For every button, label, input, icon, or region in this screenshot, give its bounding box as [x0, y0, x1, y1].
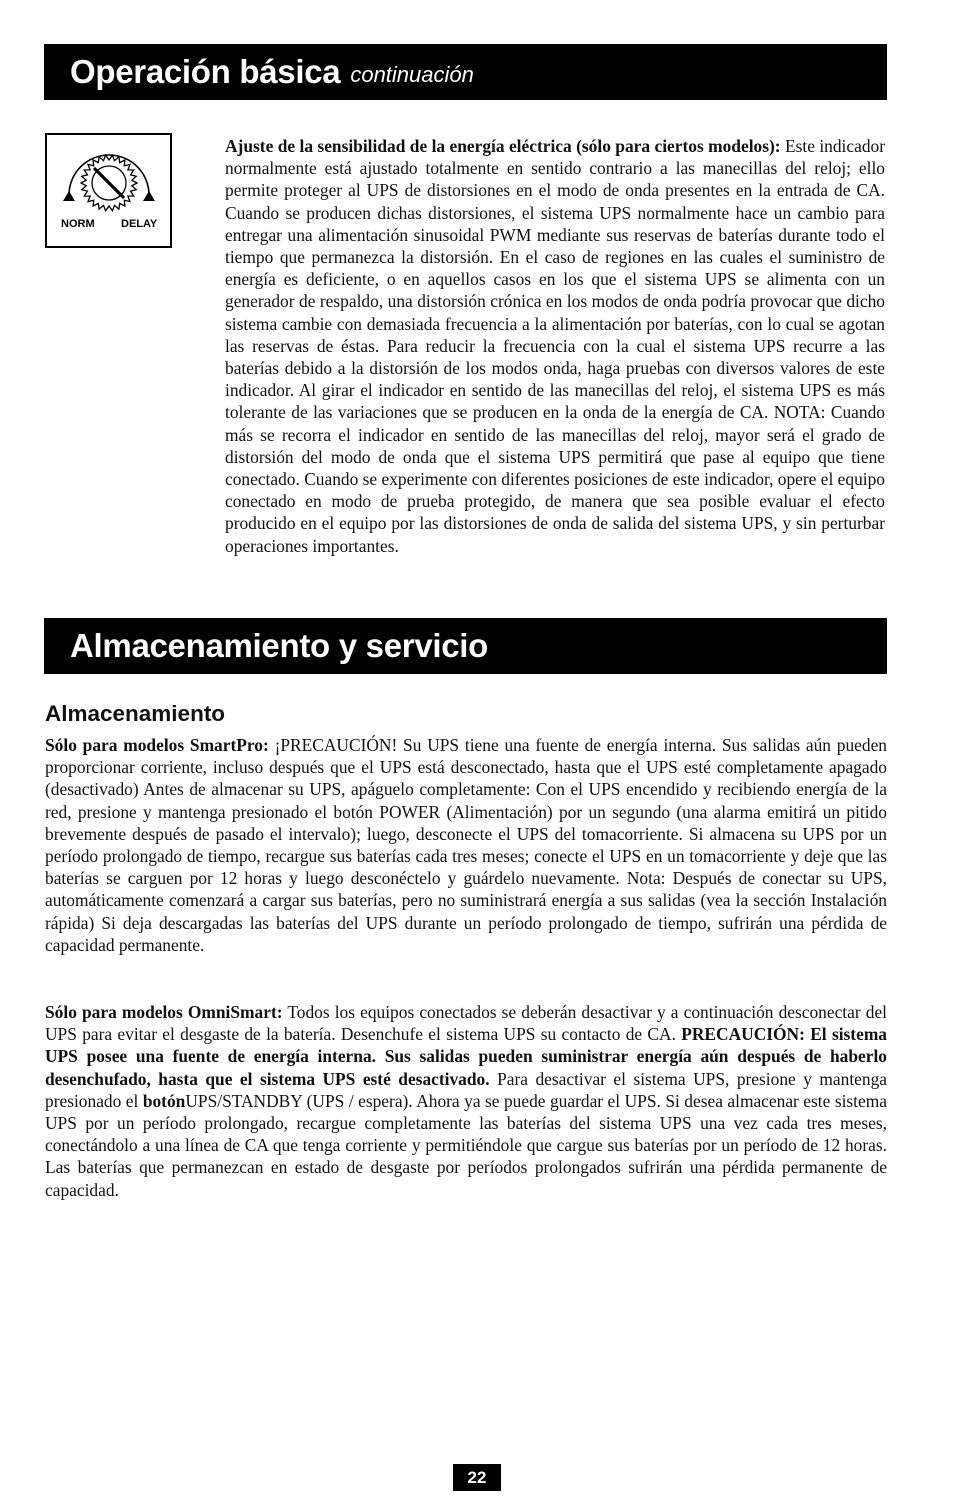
right-arrowhead: [143, 191, 155, 201]
page-number: 22: [453, 1464, 501, 1491]
storage-heading: Almacenamiento: [45, 701, 226, 726]
section-title: Almacenamiento y servicio: [70, 627, 489, 664]
delay-label: DELAY: [121, 218, 158, 230]
omnismart-lead: Sólo para modelos OmniSmart:: [45, 1002, 283, 1022]
section-header-operacion-basica: [44, 44, 887, 100]
norm-label: NORM: [61, 218, 95, 230]
section-title: Operación básica: [70, 53, 341, 90]
sensitivity-knob-figure: [45, 133, 172, 248]
omnismart-button-word: botón: [142, 1090, 186, 1111]
smartpro-lead: Sólo para modelos SmartPro:: [45, 735, 269, 755]
omnismart-warning: PRECAUCIÓN: El sistema UPS posee una fuente de energía interna. Sus salidas pueden suministrar energía aún después de haberlo desenchufado, hasta que el sistema UPS esté desactivado.: [45, 1024, 887, 1089]
omnismart-paragraph: [45, 1001, 887, 1201]
section-subtitle: continuación: [350, 62, 474, 87]
section-header-almacenamiento-servicio: [44, 618, 887, 674]
sensitivity-body: Este indicador normalmente está ajustado totalmente en sentido contrario a las manecillas del reloj; ello permite proteger al UPS de distorsiones en el modo de onda presentes en la entrada de CA. Cuando se producen dichas distorsiones, el sistema UPS normalmente hace un cambio para entregar una alimentación sinusoidal PWM mediante sus reservas de baterías durante todo el tiempo que permanezca la distorsión. En el caso de regiones en las cuales el suministro de energía es deficiente, o en aquellos casos en los que el sistema UPS se alimenta con un generador de respaldo, una distorsión crónica en los modos de onda podría provocar que dicho sistema cambie con demasiada frecuencia a la alimentación por baterías, con lo cual se agotan las reservas de éstas. Para reducir la frecuencia con la cual el sistema UPS recurre a las baterías debido a la distorsión de los modos onda, haga pruebas con diversos valores de este indicador. Al girar el indicador en sentido de las manecillas del reloj, el sistema UPS es más tolerante de las variaciones que se producen en la onda de la energía de CA. NOTA: Cuando más se recorra el indicador en sentido de las manecillas del reloj, mayor será el grado de distorsión del modo de onda que el sistema UPS permitirá que pase al equipo que tiene conectado. Cuando se experimente con diferentes posiciones de este indicador, opere el equipo conectado en modo de prueba protegido, de manera que sea posible evaluar el efecto producido en el equipo por las distorsiones de onda de salida del sistema UPS, y sin perturbar operaciones importantes.: [225, 136, 885, 556]
left-arrowhead: [63, 191, 75, 201]
smartpro-paragraph: [45, 734, 887, 956]
smartpro-body: ¡PRECAUCIÓN! Su UPS tiene una fuente de energía interna. Sus salidas aún pueden proporcionar corriente, incluso después que el UPS está desconectado, hasta que el UPS esté completamente apagado (desactivado) Antes de almacenar su UPS, apáguelo completamente: Con el UPS encendido y recibiendo energía de la red, presione y mantenga presionado el botón POWER (Alimentación) por un segundo (una alarma emitirá un pitido brevemente después de pasado el intervalo); luego, desconecte el UPS del tomacorriente. Si almacena su UPS por un período prolongado de tiempo, recargue sus baterías cada tres meses; conecte el UPS en un tomacorriente y deje que las baterías se carguen por 12 horas y luego desconéctelo y guárdelo nuevamente. Nota: Después de conectar su UPS, automáticamente comenzará a cargar sus baterías, pero no suministrará energía a sus salidas (vea la sección Instalación rápida) Si deja descargadas las baterías del UPS durante un período prolongado de tiempo, sufrirán una pérdida de capacidad permanente.: [45, 735, 887, 955]
sensitivity-paragraph: [225, 135, 885, 557]
omnismart-body-3: UPS/STANDBY (UPS / espera). Ahora ya se puede guardar el UPS. Si desea almacenar este sistema UPS por un período prolongado, recargue completamente las baterías del sistema UPS una vez cada tres meses, conectándolo a una línea de CA que tenga corriente y permitiéndole que cargue sus baterías por un período de 12 horas. Las baterías que permanezcan en estado de desgaste por períodos prolongados sufrirán una pérdida permanente de capacidad.: [45, 1090, 887, 1200]
omnismart-body-2: Para desactivar el sistema UPS, presione y mantenga presionado el: [45, 1068, 887, 1111]
sensitivity-dial-icon: [47, 135, 170, 246]
sensitivity-lead: Ajuste de la sensibilidad de la energía eléctrica (sólo para ciertos modelos):: [225, 136, 781, 156]
omnismart-body-1: Todos los equipos conectados se deberán desactivar y a continuación desconectar del UPS para evitar el desgaste de la batería. Desenchufe el sistema UPS su contacto de CA.: [45, 1002, 887, 1045]
